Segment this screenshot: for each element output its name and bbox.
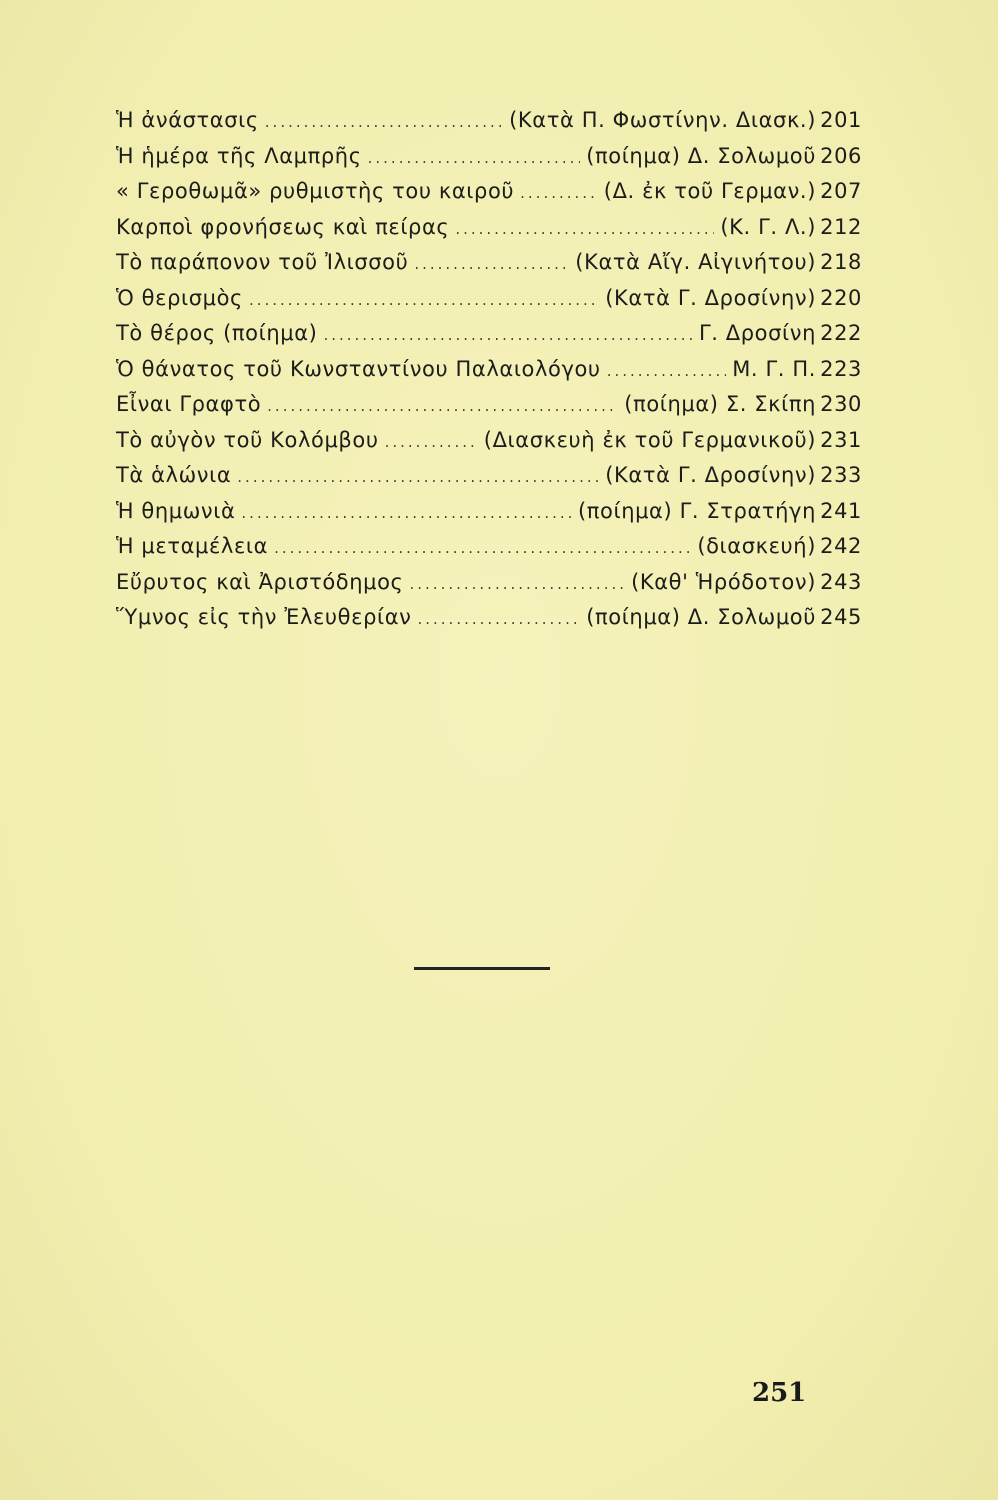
entry-page-number: 231 <box>820 427 862 452</box>
entry-source: (ποίημα) Δ. Σολωμοῦ <box>586 605 816 629</box>
dot-leader <box>274 539 691 557</box>
entry-title: Ἡ μεταμέλεια <box>116 534 269 558</box>
entry-title: Τὸ αὐγὸν τοῦ Κολόμβου <box>116 427 379 452</box>
entry-title: Ὁ θερισμὸς <box>116 285 243 310</box>
toc-entry <box>116 144 862 180</box>
entry-source: Μ. Γ. Π. <box>732 356 816 381</box>
entry-title: Ὕμνος εἰς τὴν Ἐλευθερίαν <box>116 605 412 629</box>
dot-leader <box>417 610 580 628</box>
dot-leader <box>237 468 599 486</box>
entry-source: (ποίημα) Δ. Σολωμοῦ <box>586 143 816 168</box>
entry-page-number: 245 <box>820 605 862 629</box>
entry-source: (Κατὰ Γ. Δροσίνην) <box>605 285 816 310</box>
dot-leader <box>267 397 618 415</box>
dot-leader <box>607 362 727 380</box>
entry-source: (Κ. Γ. Λ.) <box>720 214 816 239</box>
entry-source: Γ. Δροσίνη <box>698 321 816 345</box>
entry-page-number: 218 <box>820 250 862 274</box>
entry-title: Ἡ ἀνάστασις <box>116 108 259 132</box>
entry-page-number: 223 <box>820 356 862 381</box>
entry-page-number: 230 <box>820 392 862 416</box>
toc-entry <box>116 463 862 499</box>
entry-title: Ἡ θημωνιὰ <box>116 498 236 523</box>
dot-leader <box>414 255 569 273</box>
table-of-contents <box>116 108 862 641</box>
dot-leader <box>455 220 714 238</box>
entry-source: (διασκευή) <box>697 534 816 558</box>
entry-source: (Κατὰ Π. Φωστίνην. Διασκ.) <box>509 108 816 132</box>
dot-leader <box>385 433 478 451</box>
toc-entry <box>116 357 862 393</box>
dot-leader <box>323 326 693 344</box>
toc-entry <box>116 428 862 464</box>
entry-page-number: 220 <box>820 285 862 310</box>
entry-page-number: 212 <box>820 214 862 239</box>
dot-leader <box>265 113 503 131</box>
entry-source: (Δ. ἐκ τοῦ Γερμαν.) <box>603 179 816 203</box>
entry-page-number: 207 <box>820 179 862 203</box>
entry-title: Τὸ θέρος (ποίημα) <box>116 321 318 345</box>
entry-page-number: 201 <box>820 108 862 132</box>
dot-leader <box>241 504 572 522</box>
entry-source: (ποίημα) Γ. Στρατήγη <box>578 498 816 523</box>
dot-leader <box>520 184 598 202</box>
entry-title: Τὸ παράπονον τοῦ Ἰλισσοῦ <box>116 250 409 274</box>
entry-title: Τὰ ἁλώνια <box>116 463 232 487</box>
dot-leader <box>249 291 599 309</box>
entry-title: Εὔρυτος καὶ Ἀριστόδημος <box>116 569 404 594</box>
toc-entry <box>116 108 862 144</box>
entry-title: Ὁ θάνατος τοῦ Κωνσταντίνου Παλαιολόγου <box>116 356 601 381</box>
entry-source: (ποίημα) Σ. Σκίπη <box>624 392 816 416</box>
page-number: 251 <box>752 1378 807 1408</box>
entry-page-number: 243 <box>820 569 862 594</box>
toc-entry <box>116 215 862 251</box>
entry-page-number: 206 <box>820 143 862 168</box>
entry-title: Καρποὶ φρονήσεως καὶ πείρας <box>116 214 450 239</box>
dot-leader <box>368 149 581 167</box>
entry-title: Ἡ ἡμέρα τῆς Λαμπρῆς <box>116 143 362 168</box>
entry-title: « Γεροθωμᾶ» ρυθμιστὴς του καιροῦ <box>116 179 515 203</box>
toc-entry <box>116 570 862 606</box>
toc-entry <box>116 250 862 286</box>
toc-entry <box>116 534 862 570</box>
entry-page-number: 233 <box>820 463 862 487</box>
entry-source: (Κατὰ Γ. Δροσίνην) <box>605 463 816 487</box>
entry-page-number: 241 <box>820 498 862 523</box>
toc-entry <box>116 179 862 215</box>
entry-page-number: 222 <box>820 321 862 345</box>
toc-entry <box>116 321 862 357</box>
toc-entry <box>116 286 862 322</box>
dot-leader <box>410 575 626 593</box>
entry-page-number: 242 <box>820 534 862 558</box>
toc-entry <box>116 605 862 641</box>
entry-title: Εἶναι Γραφτὸ <box>116 392 262 416</box>
toc-entry <box>116 392 862 428</box>
toc-entry <box>116 499 862 535</box>
entry-source: (Διασκευὴ ἐκ τοῦ Γερμανικοῦ) <box>483 427 816 452</box>
entry-source: (Καθ' Ἡρόδοτον) <box>631 569 816 594</box>
section-divider <box>414 967 550 970</box>
entry-source: (Κατὰ Αἴγ. Αἰγινήτου) <box>575 250 816 274</box>
